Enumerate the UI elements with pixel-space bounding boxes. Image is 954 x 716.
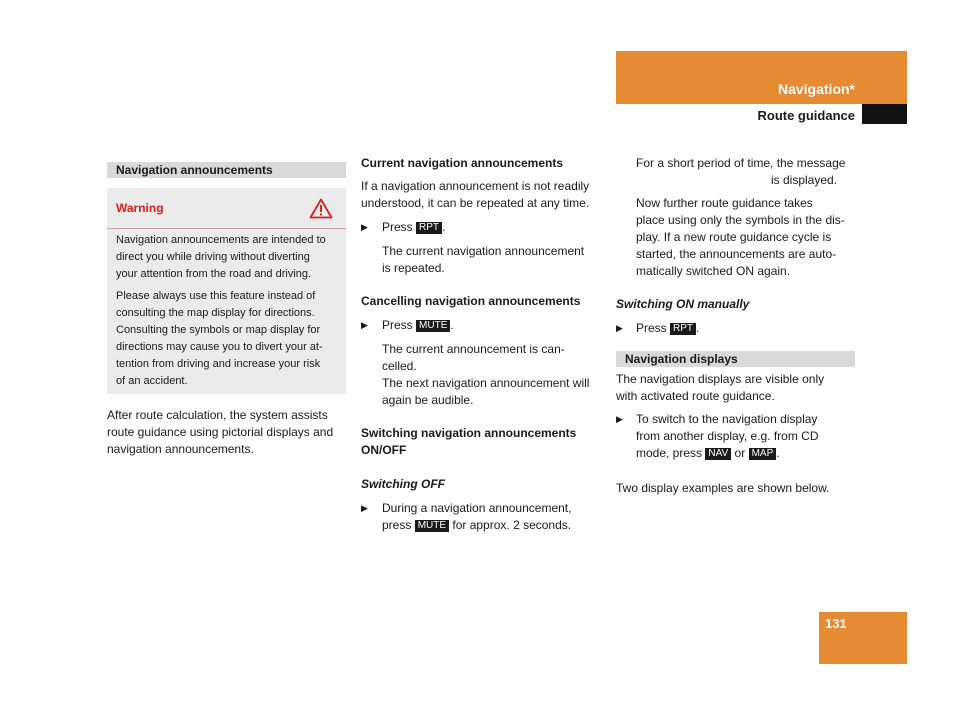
step-text: Press	[382, 220, 413, 234]
heading-on: Switching ON manually	[616, 297, 750, 311]
map-key: MAP	[749, 448, 777, 460]
section-bar: Navigation announcements	[107, 162, 346, 178]
text-line: If a navigation announcement is not readily	[361, 179, 590, 193]
cancel-result	[382, 341, 607, 409]
text-line: To switch to the navigation display	[636, 412, 818, 426]
text-line: your attention from the road and driving.	[116, 268, 312, 280]
text-line: again be audible.	[382, 393, 474, 407]
text-line: direct you while driving without diverting	[116, 251, 310, 263]
step-press-rpt	[361, 219, 601, 236]
triangle-bullet-icon: ▶	[616, 414, 623, 424]
step-text: mode, press	[636, 446, 703, 460]
warning-text-2	[116, 288, 344, 390]
text-line: from another display, e.g. from CD	[636, 429, 819, 443]
text-line: The navigation displays are visible only	[616, 372, 825, 386]
warning-triangle-icon	[309, 198, 333, 219]
step-off	[361, 500, 601, 534]
step-text: or	[734, 446, 746, 460]
heading-cancel: Cancelling navigation announcements	[361, 294, 581, 308]
text-line: Consulting the symbols or map display for	[116, 324, 321, 336]
further-text	[636, 195, 861, 280]
text-line: During a navigation announcement,	[382, 501, 572, 515]
current-text	[361, 178, 606, 212]
text-line: celled.	[382, 359, 417, 373]
text-line: After route calculation, the system assists	[107, 408, 328, 422]
text-line: with activated route guidance.	[616, 389, 775, 403]
text-line: route guidance using pictorial displays and	[107, 425, 334, 439]
step-dot: .	[450, 318, 454, 332]
text-line: The current announcement is can-	[382, 342, 565, 356]
triangle-bullet-icon: ▶	[361, 320, 368, 330]
rpt-key: RPT	[416, 222, 442, 234]
text-line: place using only the symbols in the dis-	[636, 213, 845, 227]
text-line: of an accident.	[116, 375, 188, 387]
step-press-rpt-on	[616, 320, 856, 337]
step-text: Press	[636, 321, 667, 335]
text-line: play. If a new route guidance cycle is	[636, 230, 832, 244]
section-bar: Navigation displays	[616, 351, 855, 367]
text-line: directions may cause you to divert your at-	[116, 341, 323, 353]
step-text: for approx. 2 seconds.	[452, 518, 572, 532]
text-line: Please always use this feature instead of	[116, 290, 316, 302]
triangle-bullet-icon: ▶	[361, 222, 368, 232]
displays-text	[616, 371, 861, 405]
mute-key: MUTE	[416, 320, 450, 332]
text-line: The next navigation announcement will	[382, 376, 590, 390]
triangle-bullet-icon: ▶	[616, 323, 623, 333]
step-dot: .	[696, 321, 700, 335]
text-line: Navigation announcements are intended to	[116, 234, 326, 246]
examples-text: Two display examples are shown below.	[616, 481, 830, 495]
text-line: Now further route guidance takes	[636, 196, 813, 210]
nav-key: NAV	[705, 448, 731, 460]
text-line: matically switched ON again.	[636, 264, 791, 278]
text-line: The current navigation announcement	[382, 244, 585, 258]
step-text: Press	[382, 318, 413, 332]
mute-key: MUTE	[415, 520, 449, 532]
text-line: consulting the map display for directions.	[116, 307, 315, 319]
warning-box	[107, 188, 346, 394]
page-number: 131	[825, 616, 847, 631]
warning-text-1	[116, 232, 344, 283]
text-line: started, the announcements are auto-	[636, 247, 837, 261]
step-dot: .	[442, 220, 446, 234]
heading-switching	[361, 425, 576, 459]
text-line: navigation announcements.	[107, 442, 254, 456]
text-line: is displayed.	[771, 173, 838, 187]
warning-divider	[107, 228, 346, 229]
subsection-title: Route guidance	[757, 108, 855, 123]
current-result	[382, 243, 607, 277]
page-number-tab	[819, 612, 907, 664]
body-paragraph	[107, 407, 352, 458]
step-dot: .	[776, 446, 780, 460]
rpt-key: RPT	[670, 323, 696, 335]
text-line: ON/OFF	[361, 443, 407, 457]
text-line: tention from driving and increase your risk	[116, 358, 321, 370]
step-text: press	[382, 518, 412, 532]
step-press-mute	[361, 317, 601, 334]
warning-label: Warning	[116, 201, 164, 215]
text-line: understood, it can be repeated at any time.	[361, 196, 590, 210]
message-text	[636, 155, 861, 189]
triangle-bullet-icon: ▶	[361, 503, 368, 513]
heading-off: Switching OFF	[361, 477, 445, 491]
heading-current: Current navigation announcements	[361, 156, 564, 170]
text-line: Switching navigation announcements	[361, 426, 577, 440]
text-line: is repeated.	[382, 261, 445, 275]
header-tab	[616, 51, 907, 104]
header-black-tab	[862, 104, 907, 124]
step-switch-display	[616, 411, 861, 462]
text-line: For a short period of time, the message	[636, 156, 846, 170]
section-title: Navigation*	[777, 81, 855, 97]
